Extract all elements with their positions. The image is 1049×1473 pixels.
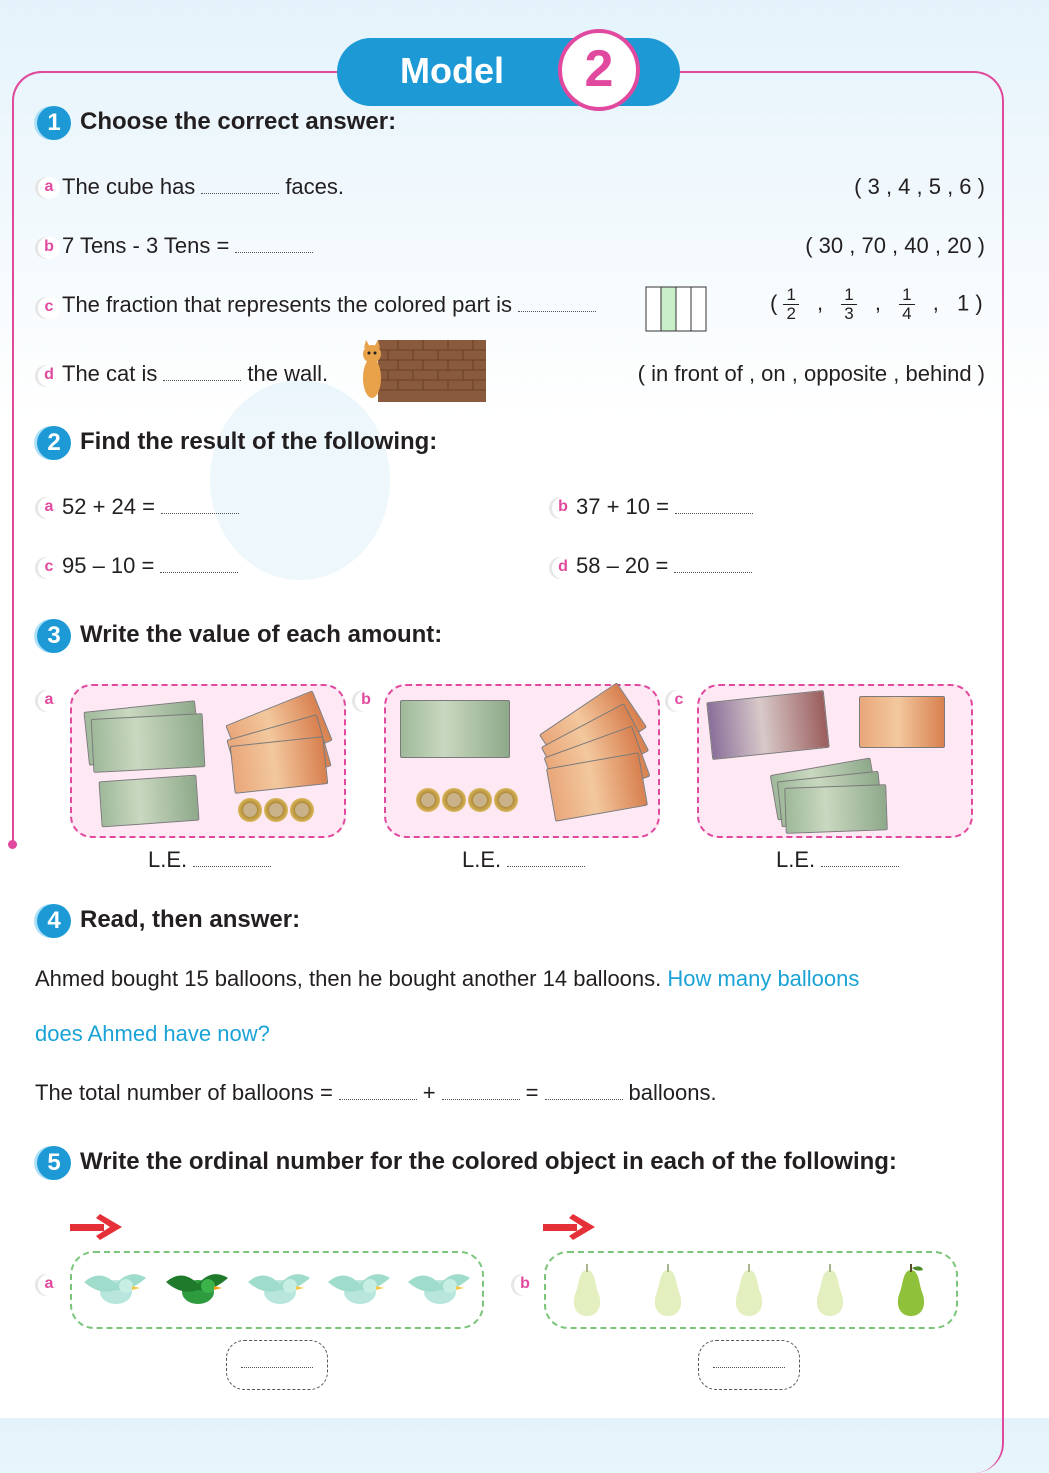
q3b-blank[interactable] xyxy=(507,852,585,867)
q1a-blank[interactable] xyxy=(201,179,279,194)
q1-label-b: b xyxy=(38,237,60,259)
q3b-answer xyxy=(462,847,591,873)
q1d-choices: ( in front of , on , opposite , behind ) xyxy=(637,361,985,386)
frac1-num: 1 xyxy=(783,286,798,305)
bill-green-3 xyxy=(99,775,200,828)
q2-label-c: c xyxy=(38,557,60,579)
q3c-prefix: L.E. xyxy=(776,847,816,872)
q1-label-c: c xyxy=(38,297,60,319)
q1a-text xyxy=(62,174,344,200)
fraction-bar-figure xyxy=(645,286,709,332)
q1-label-d: d xyxy=(38,365,60,387)
pear-icon xyxy=(567,1262,607,1318)
q4-equals: = xyxy=(525,1080,539,1105)
bird-icon xyxy=(404,1262,472,1314)
q2a-text xyxy=(62,494,245,520)
frac3-num: 1 xyxy=(899,286,914,305)
arrow-right-icon xyxy=(70,1212,122,1242)
q2d-text xyxy=(576,553,758,579)
q3-label-c: c xyxy=(668,690,690,712)
question-4-title: Read, then answer: xyxy=(80,906,301,933)
fraction-one-half xyxy=(783,286,798,323)
q5-label-b: b xyxy=(514,1274,536,1296)
q1c-open-paren: ( xyxy=(770,290,778,316)
q1d-before: The cat is xyxy=(62,361,158,386)
pear-icon xyxy=(729,1262,769,1318)
coin xyxy=(238,798,262,822)
model-number: 2 xyxy=(558,29,640,111)
pear-icon xyxy=(810,1262,850,1318)
frac1-den: 2 xyxy=(786,304,796,323)
q2b-text xyxy=(576,494,759,520)
q4-question-1: How many balloons xyxy=(667,966,860,991)
colored-bird-icon xyxy=(162,1262,230,1314)
question-5-number: 5 xyxy=(37,1146,71,1180)
frac2-den: 3 xyxy=(844,304,854,323)
bill-green-2 xyxy=(91,713,206,773)
bill-orange-3 xyxy=(230,736,329,794)
bill-green-3 xyxy=(784,784,888,834)
q1c-choices xyxy=(770,286,983,323)
q2b-expr: 37 + 10 = xyxy=(576,494,669,519)
q4-total-prefix: The total number of balloons = xyxy=(35,1080,333,1105)
q1a-choices: ( 3 , 4 , 5 , 6 ) xyxy=(854,174,985,199)
q3a-prefix: L.E. xyxy=(148,847,188,872)
frame-dot xyxy=(8,840,17,849)
coin xyxy=(442,788,466,812)
q5b-answer-line xyxy=(713,1367,785,1368)
q1d-blank[interactable] xyxy=(163,366,241,381)
q5-label-a: a xyxy=(38,1274,60,1296)
pear-icon xyxy=(648,1262,688,1318)
q1a-after: faces. xyxy=(285,174,345,199)
q2c-text xyxy=(62,553,244,579)
question-1-title: Choose the correct answer: xyxy=(80,108,397,135)
bird-icon xyxy=(80,1262,148,1314)
question-1-number: 1 xyxy=(37,106,71,140)
question-4-number: 4 xyxy=(37,904,71,938)
q3-label-a: a xyxy=(38,690,60,712)
q1c-blank[interactable] xyxy=(518,297,596,312)
q4-blank-3[interactable] xyxy=(545,1085,623,1100)
q2d-blank[interactable] xyxy=(674,558,752,573)
q1c-sep-2: , xyxy=(874,290,882,316)
q2-label-a: a xyxy=(38,497,60,519)
cat-wall-image xyxy=(358,340,488,404)
q1d-after: the wall. xyxy=(247,361,329,386)
q5a-answer-box[interactable] xyxy=(226,1340,328,1390)
bill-orange-1 xyxy=(859,696,945,748)
bill-green-1 xyxy=(400,700,510,758)
arrow-right-icon xyxy=(543,1212,595,1242)
colored-pear-icon xyxy=(891,1262,931,1318)
coin xyxy=(494,788,518,812)
q3b-prefix: L.E. xyxy=(462,847,502,872)
q1c-sep-3: , xyxy=(932,290,939,316)
money-card-c xyxy=(697,684,973,838)
bill-purple-1 xyxy=(706,690,829,760)
q1-label-a: a xyxy=(38,177,60,199)
bird-icon xyxy=(244,1262,312,1314)
question-2-title: Find the result of the following: xyxy=(80,428,438,455)
q3a-answer xyxy=(148,847,277,873)
q4-story: Ahmed bought 15 balloons, then he bought another 14 balloons. xyxy=(35,966,662,991)
q4-plus: + xyxy=(422,1080,436,1105)
frac3-den: 4 xyxy=(902,304,912,323)
q5a-answer-line xyxy=(241,1367,313,1368)
q5b-answer-box[interactable] xyxy=(698,1340,800,1390)
q2c-blank[interactable] xyxy=(160,558,238,573)
fraction-one-fourth xyxy=(899,286,914,323)
q2a-expr: 52 + 24 = xyxy=(62,494,155,519)
q4-question-2: does Ahmed have now? xyxy=(35,1021,270,1046)
question-2-number: 2 xyxy=(37,426,71,460)
q2-label-b: b xyxy=(552,497,574,519)
fraction-one-third xyxy=(841,286,856,323)
q4-total-line xyxy=(35,1080,717,1106)
bird-icon xyxy=(324,1262,392,1314)
watermark-circle xyxy=(210,380,390,580)
coin xyxy=(468,788,492,812)
q1c-before: The fraction that represents the colored part is xyxy=(62,292,513,317)
q2-label-d: d xyxy=(552,557,574,579)
q3c-blank[interactable] xyxy=(821,852,899,867)
page-frame-left xyxy=(12,100,14,845)
q1c-sep-1: , xyxy=(817,290,824,316)
question-3-title: Write the value of each amount: xyxy=(80,621,443,648)
q2b-blank[interactable] xyxy=(675,499,753,514)
q3c-answer xyxy=(776,847,905,873)
q1d-text xyxy=(62,361,328,387)
q2d-expr: 58 – 20 = xyxy=(576,553,669,578)
q1b-text xyxy=(62,233,319,259)
q3a-blank[interactable] xyxy=(193,852,271,867)
q1c-last-choice: 1 ) xyxy=(956,290,983,316)
q1b-before: 7 Tens - 3 Tens = xyxy=(62,233,230,258)
q1c-text xyxy=(62,292,602,318)
q2c-expr: 95 – 10 = xyxy=(62,553,155,578)
q4-blank-2[interactable] xyxy=(442,1085,520,1100)
q4-suffix: balloons. xyxy=(628,1080,717,1105)
question-5-title: Write the ordinal number for the colored object in each of the following: xyxy=(80,1148,897,1175)
q4-story-line xyxy=(35,966,859,992)
q3-label-b: b xyxy=(355,690,377,712)
model-title: Model xyxy=(400,50,504,91)
money-card-a xyxy=(70,684,346,838)
q2a-blank[interactable] xyxy=(161,499,239,514)
money-card-b xyxy=(384,684,660,838)
question-3-number: 3 xyxy=(37,619,71,653)
q1b-choices: ( 30 , 70 , 40 , 20 ) xyxy=(805,233,985,258)
q1b-blank[interactable] xyxy=(235,238,313,253)
q1a-before: The cube has xyxy=(62,174,196,199)
q4-blank-1[interactable] xyxy=(339,1085,417,1100)
coin xyxy=(416,788,440,812)
coin xyxy=(264,798,288,822)
coin xyxy=(290,798,314,822)
frac2-num: 1 xyxy=(841,286,856,305)
